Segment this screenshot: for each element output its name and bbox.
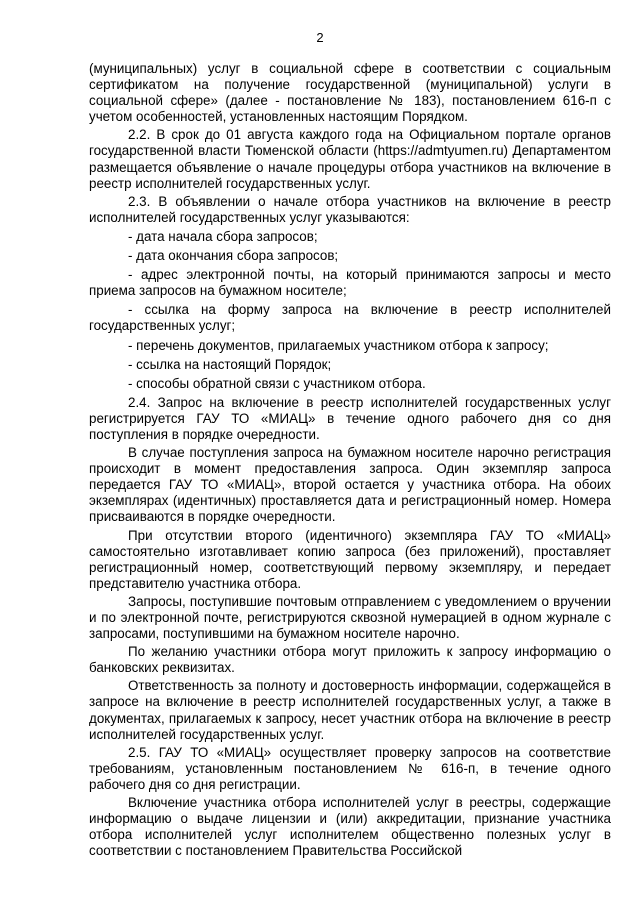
list-item: - ссылка на форму запроса на включение в реестр исполнителей государственных услуг; [89,302,611,334]
paragraph: По желанию участники отбора могут приложить к запросу информацию о банковских реквизитах. [89,644,611,676]
paragraph-2-4: 2.4. Запрос на включение в реестр исполнителей государственных услуг регистрируется ГАУ ТО «МИАЦ» в течение одного рабочего дня со дня поступления в порядке очередности. [89,394,611,442]
page-number: 2 [316,30,324,45]
paragraph-2-3: 2.3. В объявлении о начале отбора участников на включение в реестр исполнителей государственных услуг указываются: [89,193,611,225]
paragraph: В случае поступления запроса на бумажном носителе нарочно регистрация происходит в момент предоставления запроса. Один экземпляр запроса передается ГАУ ТО «МИАЦ», второй остается у участника отбора. На обоих экземплярах (идентичных) проставляется дата и регистрационный номер. Номера присваиваются в порядке очередности. [89,445,611,525]
paragraph-continuation: (муниципальных) услуг в социальной сфере в соответствии с социальным сертификатом на получение государственной (муниципальной) услуги в социальной сфере» (далее - постановление № 183), постановлением 616-п с учетом особенностей, установленных настоящим Порядком. [89,61,611,125]
paragraph: При отсутствии второго (идентичного) экземпляра ГАУ ТО «МИАЦ» самостоятельно изготавливает копию запроса (без приложений), проставляет регистрационный номер, соответствующий первому экземпляру, и передает представителю участника отбора. [89,527,611,591]
list-item: - дата окончания сбора запросов; [128,248,339,264]
paragraph: Ответственность за полноту и достоверность информации, содержащейся в запросе на включение в реестр исполнителей государственных услуг, а также в документах, прилагаемых к запросу, несет участник отбора на включение в реестр исполнителей государственных услуг. [89,678,611,742]
list-item: - адрес электронной почты, на который принимаются запросы и место приема запросов на бумажном носителе; [89,267,611,299]
list-item: - перечень документов, прилагаемых участником отбора к запросу; [128,337,549,353]
list-item: - ссылка на настоящий Порядок; [128,356,332,372]
paragraph-2-2: 2.2. В срок до 01 августа каждого года на Официальном портале органов государственной власти Тюменской области (https://admtyumen.ru) Департаментом размещается объявление о начале процедуры отбора участников на включение в реестр исполнителей государственных услуг. [89,127,611,191]
list-item: - способы обратной связи с участником отбора. [128,375,426,391]
list-item: - дата начала сбора запросов; [128,228,318,244]
paragraph: Включение участника отбора исполнителей услуг в реестры, содержащие информацию о выдаче лицензии и (или) аккредитации, признание участника отбора исполнителей услуг исполнителем общественно полезных услуг в соответствии с постановлением Правительства Российской [89,795,611,859]
paragraph: Запросы, поступившие почтовым отправлением с уведомлением о вручении и по электронной почте, регистрируются сквозной нумерацией в одном журнале с запросами, поступившими на бумажном носителе нарочно. [89,593,611,642]
paragraph-2-5: 2.5. ГАУ ТО «МИАЦ» осуществляет проверку запросов на соответствие требованиям, установленным постановлением № 616-п, в течение одного рабочего дня со дня регистрации. [89,744,611,792]
document-body [89,61,611,859]
